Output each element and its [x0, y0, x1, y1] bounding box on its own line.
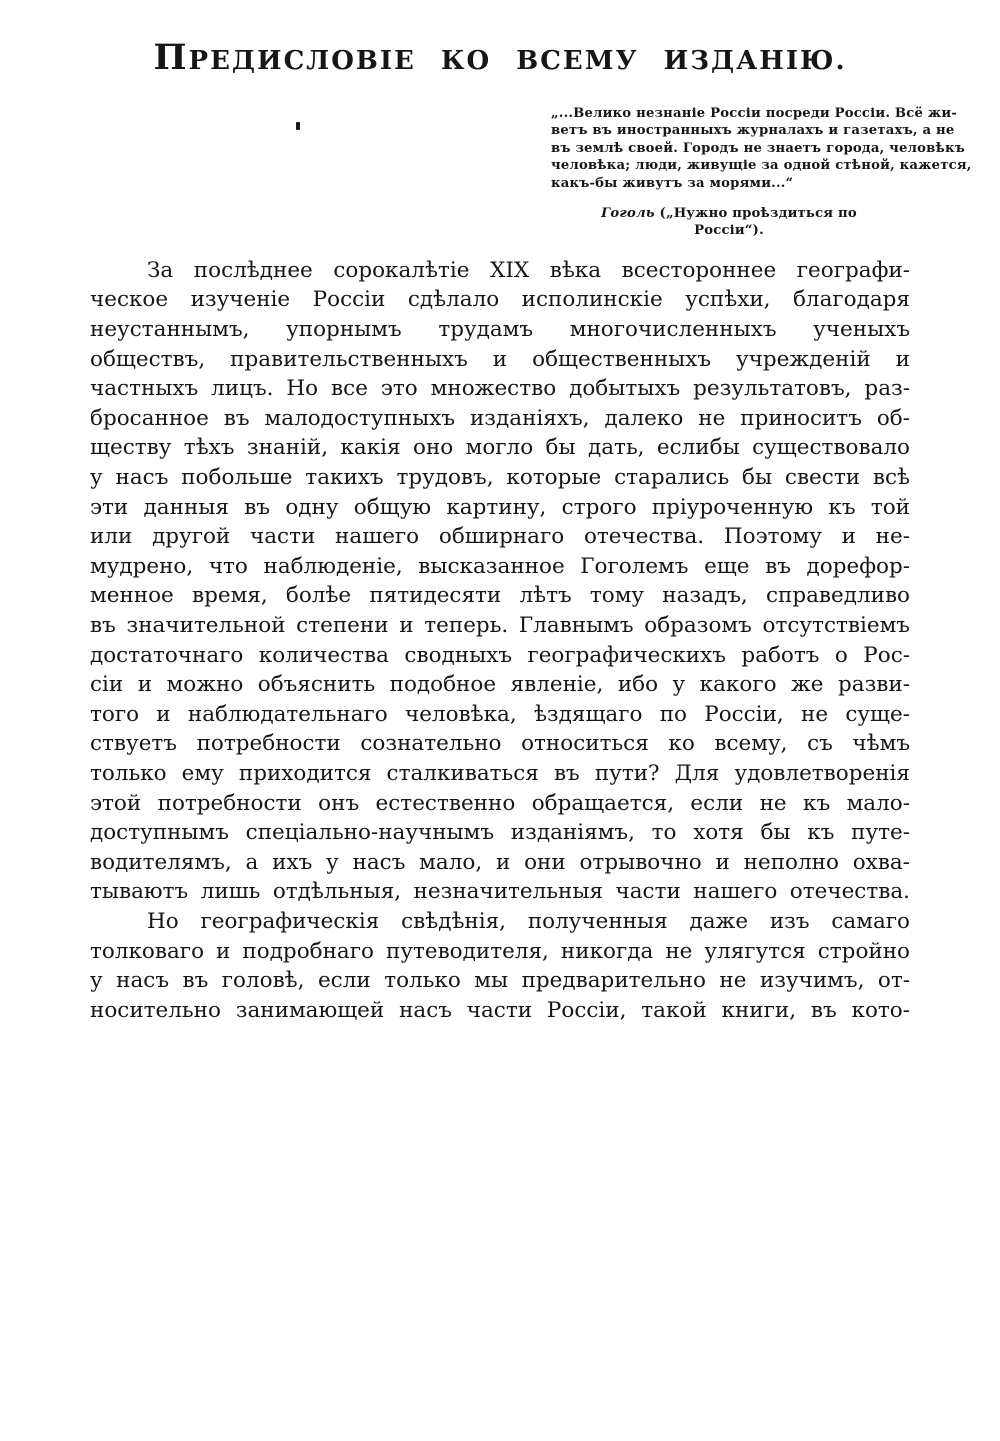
- text-line: ствуетъ потребности сознательно относиться ко всему, съ чѣмъ: [90, 731, 910, 757]
- text-line: частныхъ лицъ. Но все это множество добытыхъ результатовъ, раз-: [90, 376, 910, 402]
- text-line: менное время, болѣе пятидесяти лѣтъ тому назадъ, справедливо: [90, 583, 910, 609]
- epigraph-author: Гоголь: [601, 206, 655, 222]
- text-line: только ему приходится сталкиваться въ пути? Для удовлетворенія: [90, 760, 910, 786]
- text-line: эти данныя въ одну общую картину, строго пріуроченную къ той: [90, 494, 910, 520]
- text-line: того и наблюдательнаго человѣка, ѣздящаго по Россіи, не суще-: [90, 701, 910, 727]
- text-line: сіи и можно объяснить подобное явленіе, ибо у какого же разви-: [90, 672, 910, 698]
- text-line: бросанное въ малодоступныхъ изданіяхъ, далеко не приноситъ об-: [90, 405, 910, 431]
- text-line: носительно занимающей насъ части Россіи, такой книги, въ кото-: [90, 997, 910, 1023]
- epigraph-line: ветъ въ иностранныхъ журналахъ и газетахъ, а не: [551, 123, 955, 139]
- epigraph-attribution: [551, 205, 907, 240]
- text-line: доступнымъ спеціально-научнымъ изданіямъ, то хотя бы къ путе-: [90, 820, 910, 846]
- text-line: обществъ, правительственныхъ и общественныхъ учрежденій и: [90, 346, 910, 372]
- text-line: За послѣднее сорокалѣтіе XIX вѣка всестороннее географи-: [147, 257, 910, 283]
- text-line: ческое изученіе Россіи сдѣлало исполинскіе успѣхи, благодаря: [90, 287, 910, 313]
- text-line: мудрено, что наблюденіе, высказанное Гоголемъ еще въ дорефор-: [90, 553, 910, 579]
- epigraph-line: какъ-бы живутъ за морями...“: [551, 175, 794, 191]
- text-line: у насъ въ головѣ, если только мы предварительно не изучимъ, от-: [90, 968, 910, 994]
- text-line: Но географическія свѣдѣнія, полученныя даже изъ самаго: [147, 908, 910, 934]
- page-title: ПРЕДИСЛОВІЕ КО ВСЕМУ ИЗДАНІЮ.: [153, 37, 847, 78]
- text-line: тываютъ лишь отдѣльныя, незначительныя части нашего отечества.: [90, 879, 910, 905]
- ink-speck: [296, 122, 300, 130]
- text-line: ществу тѣхъ знаній, какія оно могло бы дать, еслибы существовало: [90, 435, 910, 461]
- text-line: у насъ побольше такихъ трудовъ, которые старались бы свести всѣ: [90, 465, 910, 490]
- text-line: толковаго и подробнаго путеводителя, никогда не улягутся стройно: [90, 938, 910, 964]
- text-line: или другой части нашего обширнаго отечества. Поэтому и не-: [90, 524, 910, 550]
- epigraph-quote: [551, 105, 972, 192]
- epigraph-source-line-1: („Нужно проѣздиться по: [659, 206, 857, 222]
- paragraph: [90, 256, 910, 907]
- text-line: достаточнаго количества сводныхъ географическихъ работъ о Рос-: [90, 642, 910, 668]
- epigraph-line: „...Велико незнаніе Россіи посреди Россіи. Всё жи-: [551, 106, 958, 121]
- epigraph-line: въ землѣ своей. Городъ не знаетъ города, человѣкъ: [551, 140, 965, 156]
- text-line: водителямъ, а ихъ у насъ мало, и они отрывочно и неполно охва-: [90, 849, 910, 875]
- epigraph-source-line-2: Россіи“).: [694, 223, 764, 239]
- text-line: этой потребности онъ естественно обращается, если не къ мало-: [90, 790, 910, 816]
- text-line: въ значительной степени и теперь. Главнымъ образомъ отсутствіемъ: [90, 612, 910, 638]
- text-line: неустаннымъ, упорнымъ трудамъ многочисленныхъ ученыхъ: [90, 317, 910, 343]
- epigraph-line: человѣка; люди, живущіе за одной стѣной, кажется,: [551, 158, 972, 174]
- paragraph: [90, 907, 910, 1025]
- body-text: [90, 256, 910, 1025]
- epigraph: [551, 105, 972, 240]
